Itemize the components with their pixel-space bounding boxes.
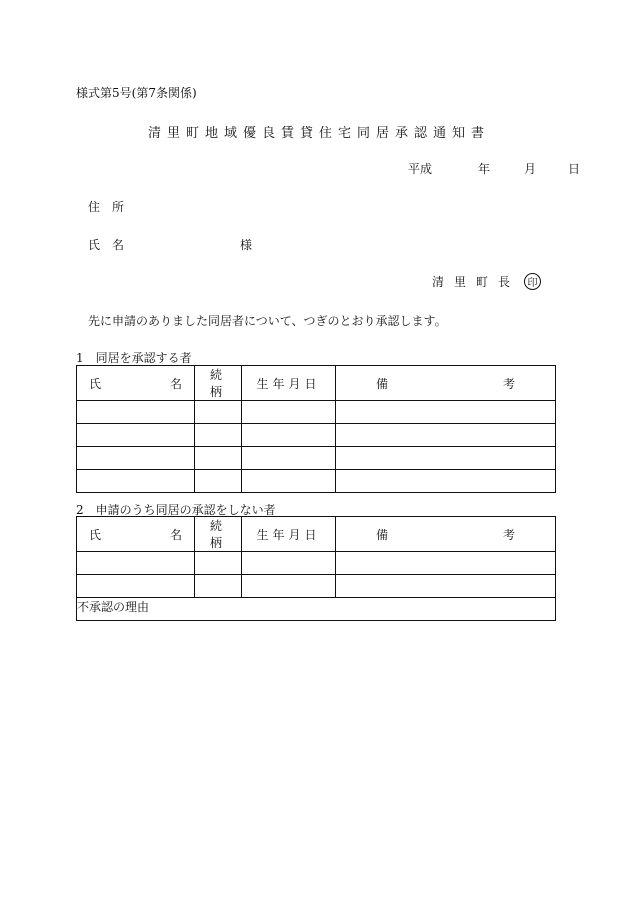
- header-dob: 生年月日: [242, 366, 336, 401]
- cell-note[interactable]: [336, 552, 556, 575]
- date-year: 年: [477, 162, 490, 176]
- table-header-row: [77, 366, 556, 401]
- table-header-row: [77, 517, 556, 552]
- cell-dob[interactable]: [242, 470, 336, 493]
- seal-icon: 印: [524, 273, 541, 290]
- approved-cohabitants-table: [76, 365, 556, 493]
- cell-relation[interactable]: [195, 470, 242, 493]
- body-text: 先に申請のありました同居者について、つぎのとおり承認します。: [88, 314, 447, 328]
- cell-dob[interactable]: [242, 447, 336, 470]
- cell-name[interactable]: [77, 552, 195, 575]
- cell-relation[interactable]: [195, 575, 242, 598]
- table-row: [77, 424, 556, 447]
- cell-note[interactable]: [336, 401, 556, 424]
- form-number: 様式第5号(第7条関係): [76, 86, 197, 100]
- table-row: [77, 401, 556, 424]
- signer-name: 清里町長: [432, 275, 521, 289]
- header-relation: 続 柄: [195, 366, 242, 401]
- rejected-cohabitants-table: [76, 516, 556, 621]
- header-note: 備 考: [336, 366, 556, 401]
- date-month: 月: [523, 162, 536, 176]
- cell-relation[interactable]: [195, 401, 242, 424]
- header-name: 氏 名: [77, 517, 195, 552]
- cell-dob[interactable]: [242, 424, 336, 447]
- header-note: 備 考: [336, 517, 556, 552]
- cell-relation[interactable]: [195, 552, 242, 575]
- date-line: [408, 160, 580, 177]
- name-label: 氏 名: [88, 238, 125, 252]
- cell-note[interactable]: [336, 447, 556, 470]
- cell-name[interactable]: [77, 447, 195, 470]
- name-line: [88, 236, 253, 253]
- document-title: 清里町地域優良賃貸住宅同居承認通知書: [147, 126, 490, 141]
- cell-name[interactable]: [77, 470, 195, 493]
- section1-heading: 1 同居を承認する者: [76, 351, 192, 365]
- cell-relation[interactable]: [195, 447, 242, 470]
- honorific: 様: [240, 238, 253, 252]
- date-day: 日: [567, 162, 580, 176]
- signer-block: [432, 273, 541, 290]
- table-row: [77, 470, 556, 493]
- date-era: 平成: [408, 162, 433, 176]
- section2-heading: 2 申請のうち同居の承認をしない者: [76, 503, 276, 517]
- header-dob: 生年月日: [242, 517, 336, 552]
- header-name: 氏 名: [77, 366, 195, 401]
- cell-dob[interactable]: [242, 575, 336, 598]
- cell-note[interactable]: [336, 424, 556, 447]
- cell-dob[interactable]: [242, 552, 336, 575]
- cell-relation[interactable]: [195, 424, 242, 447]
- reason-row: [77, 598, 556, 621]
- table-row: [77, 552, 556, 575]
- table-row: [77, 575, 556, 598]
- table-row: [77, 447, 556, 470]
- header-relation: 続 柄: [195, 517, 242, 552]
- cell-note[interactable]: [336, 575, 556, 598]
- rejection-reason-field[interactable]: [77, 598, 556, 621]
- cell-name[interactable]: [77, 401, 195, 424]
- rejection-reason-label: 不承認の理由: [77, 600, 150, 614]
- cell-dob[interactable]: [242, 401, 336, 424]
- address-label: 住 所: [88, 200, 125, 214]
- cell-note[interactable]: [336, 470, 556, 493]
- cell-name[interactable]: [77, 424, 195, 447]
- cell-name[interactable]: [77, 575, 195, 598]
